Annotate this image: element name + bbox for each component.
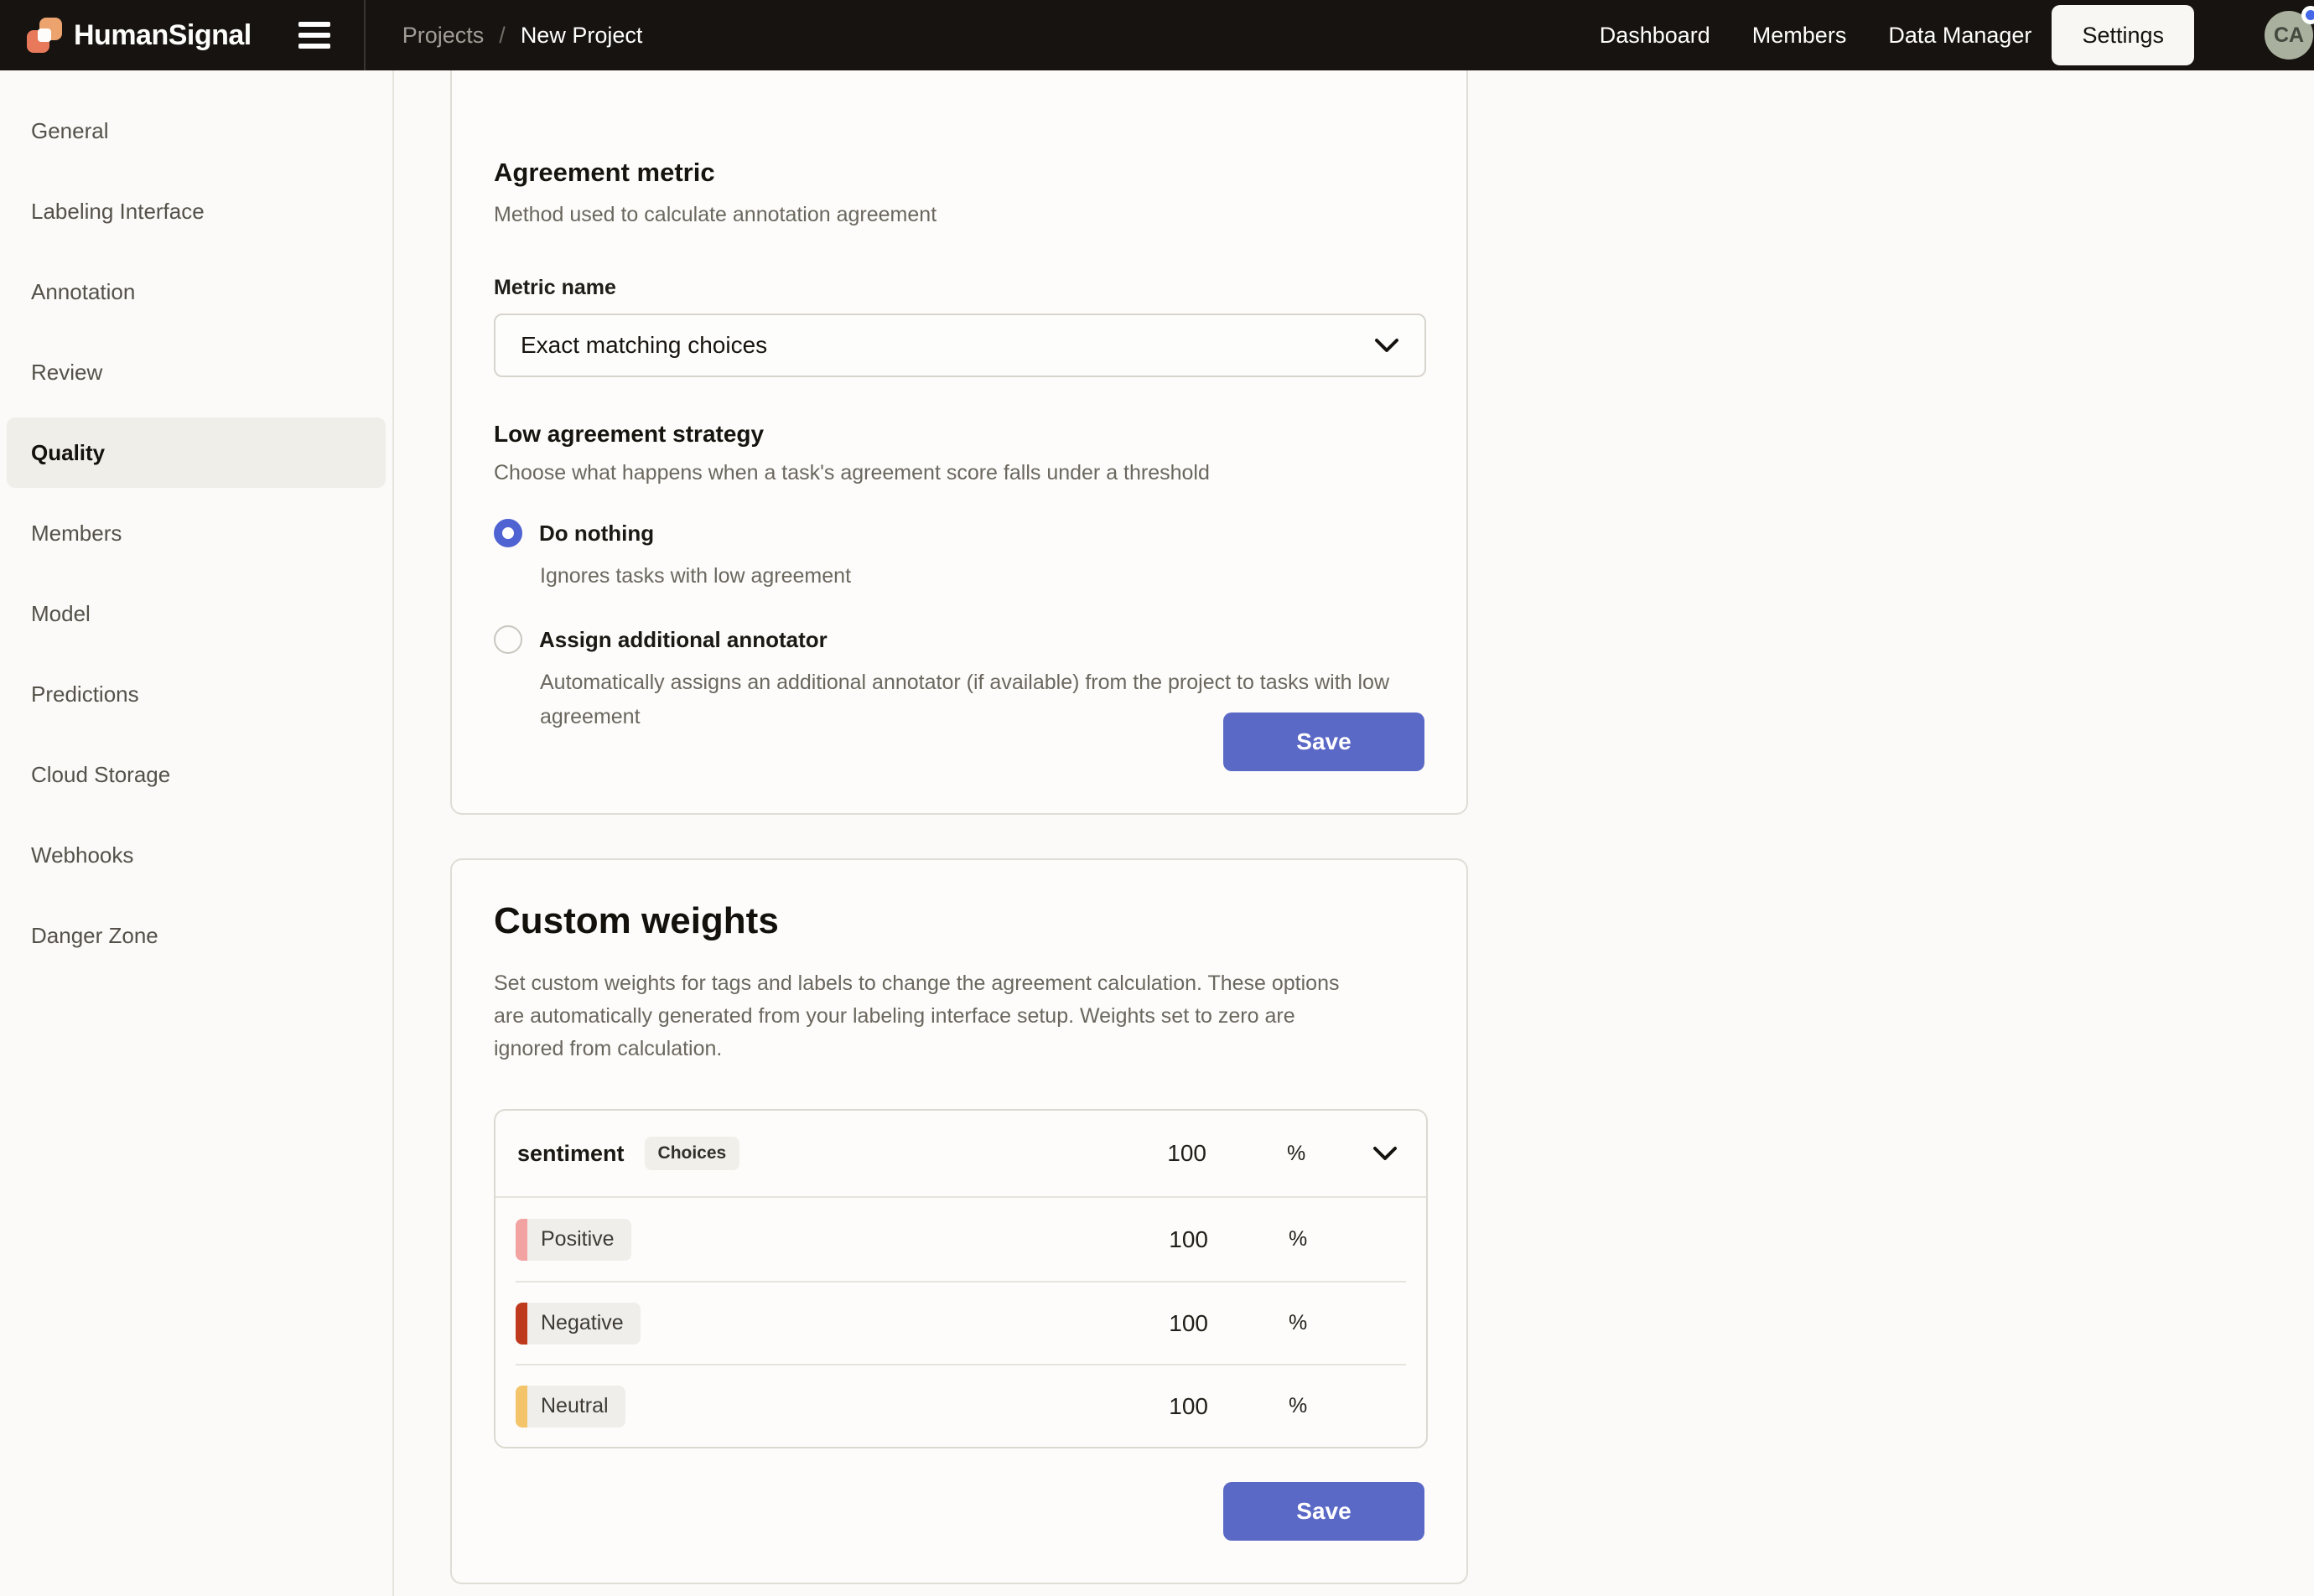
weight-unit-neutral: % — [1289, 1394, 1308, 1417]
weight-value-neutral-input[interactable]: 100 — [1169, 1392, 1208, 1419]
weights-group-collapse-toggle[interactable] — [1366, 1145, 1404, 1162]
avatar-initials: CA — [2273, 23, 2305, 47]
radio-assign-annotator[interactable] — [494, 625, 522, 654]
logo-text: HumanSignal — [74, 18, 252, 51]
label-color-bar — [516, 1303, 527, 1345]
radio-assign-annotator-description: Automatically assigns an additional annotator (if available) from the project to tasks with low agreement — [540, 671, 1390, 728]
breadcrumb — [402, 23, 643, 49]
settings-button[interactable]: Settings — [2052, 5, 2194, 65]
radio-assign-annotator-label: Assign additional annotator — [539, 626, 828, 652]
sidebar-item-quality[interactable]: Quality — [7, 417, 386, 488]
nav-link-data-manager[interactable]: Data Manager — [1888, 22, 2032, 48]
sidebar-item-danger-zone[interactable]: Danger Zone — [31, 922, 158, 948]
strategy-option-do-nothing — [494, 519, 1424, 593]
weight-value-positive-input[interactable]: 100 — [1169, 1226, 1208, 1252]
label-tag-neutral — [516, 1386, 625, 1428]
weight-unit-negative: % — [1289, 1311, 1308, 1334]
custom-weights-card — [450, 858, 1468, 1584]
label-color-bar — [516, 1219, 527, 1261]
custom-weights-title: Custom weights — [494, 900, 779, 941]
sidebar-item-review[interactable]: Review — [31, 359, 103, 385]
nav-link-members[interactable]: Members — [1751, 22, 1847, 48]
radio-do-nothing[interactable] — [494, 519, 522, 547]
humansignal-logo[interactable] — [27, 18, 252, 53]
metric-name-label: Metric name — [494, 276, 616, 299]
weight-value-negative-input[interactable]: 100 — [1169, 1309, 1208, 1336]
weights-group-type-badge: Choices — [645, 1137, 740, 1170]
weights-group-value-input[interactable]: 100 — [1167, 1140, 1206, 1166]
sidebar-item-members[interactable]: Members — [31, 520, 122, 546]
agreement-metric-title: Agreement metric — [494, 158, 715, 187]
low-agreement-strategy-title: Low agreement strategy — [494, 421, 765, 447]
label-text: Negative — [541, 1311, 624, 1334]
hamburger-menu-icon[interactable] — [298, 22, 330, 49]
label-tag-positive — [516, 1219, 631, 1261]
label-text: Positive — [541, 1227, 615, 1251]
navbar-divider — [364, 0, 366, 70]
weights-group-unit: % — [1287, 1141, 1306, 1165]
navbar-right — [1600, 5, 2314, 65]
label-text: Neutral — [541, 1394, 609, 1417]
settings-sidebar — [0, 70, 394, 1596]
top-navbar — [0, 0, 2314, 70]
chevron-down-icon — [1372, 1145, 1398, 1162]
sidebar-item-annotation[interactable]: Annotation — [31, 278, 136, 304]
sidebar-item-webhooks[interactable]: Webhooks — [31, 842, 134, 868]
radio-do-nothing-description: Ignores tasks with low agreement — [540, 564, 852, 588]
low-agreement-strategy-subtitle: Choose what happens when a task's agreement score falls under a threshold — [494, 461, 1210, 484]
sidebar-item-predictions[interactable]: Predictions — [31, 681, 139, 707]
breadcrumb-separator: / — [499, 22, 506, 48]
label-tag-negative — [516, 1303, 641, 1345]
breadcrumb-current-project: New Project — [520, 22, 643, 48]
weights-panel — [494, 1109, 1428, 1448]
avatar[interactable] — [2265, 11, 2313, 60]
agreement-metric-subtitle: Method used to calculate annotation agreement — [494, 203, 937, 226]
metric-name-select[interactable] — [494, 314, 1426, 377]
weights-group-name: sentiment — [517, 1140, 625, 1166]
weights-save-button[interactable]: Save — [1223, 1482, 1424, 1541]
weight-row-neutral — [516, 1364, 1406, 1447]
online-status-dot — [2301, 6, 2314, 24]
humansignal-logo-icon — [27, 18, 62, 53]
radio-do-nothing-label: Do nothing — [539, 520, 655, 546]
sidebar-item-model[interactable]: Model — [31, 600, 91, 626]
custom-weights-description: Set custom weights for tags and labels to change the agreement calculation. These options are automatically generated from your labeling interface setup. Weights set to zero are ignored from calculation. — [494, 972, 1340, 1060]
breadcrumb-projects[interactable]: Projects — [402, 22, 485, 48]
weights-group-header — [495, 1111, 1426, 1198]
sidebar-item-cloud-storage[interactable]: Cloud Storage — [31, 761, 171, 787]
sidebar-item-labeling-interface[interactable]: Labeling Interface — [31, 198, 205, 224]
chevron-down-icon — [1374, 337, 1399, 354]
weight-row-positive — [516, 1198, 1406, 1281]
label-color-bar — [516, 1386, 527, 1428]
sidebar-item-general[interactable]: General — [31, 117, 109, 143]
agreement-save-button[interactable]: Save — [1223, 712, 1424, 771]
weight-row-negative — [516, 1281, 1406, 1364]
agreement-metric-card — [450, 70, 1468, 815]
nav-link-dashboard[interactable]: Dashboard — [1599, 22, 1710, 48]
weight-unit-positive: % — [1289, 1227, 1308, 1251]
metric-name-selected-value: Exact matching choices — [521, 332, 768, 358]
weights-rows — [495, 1198, 1426, 1447]
main-content — [394, 70, 2314, 1596]
